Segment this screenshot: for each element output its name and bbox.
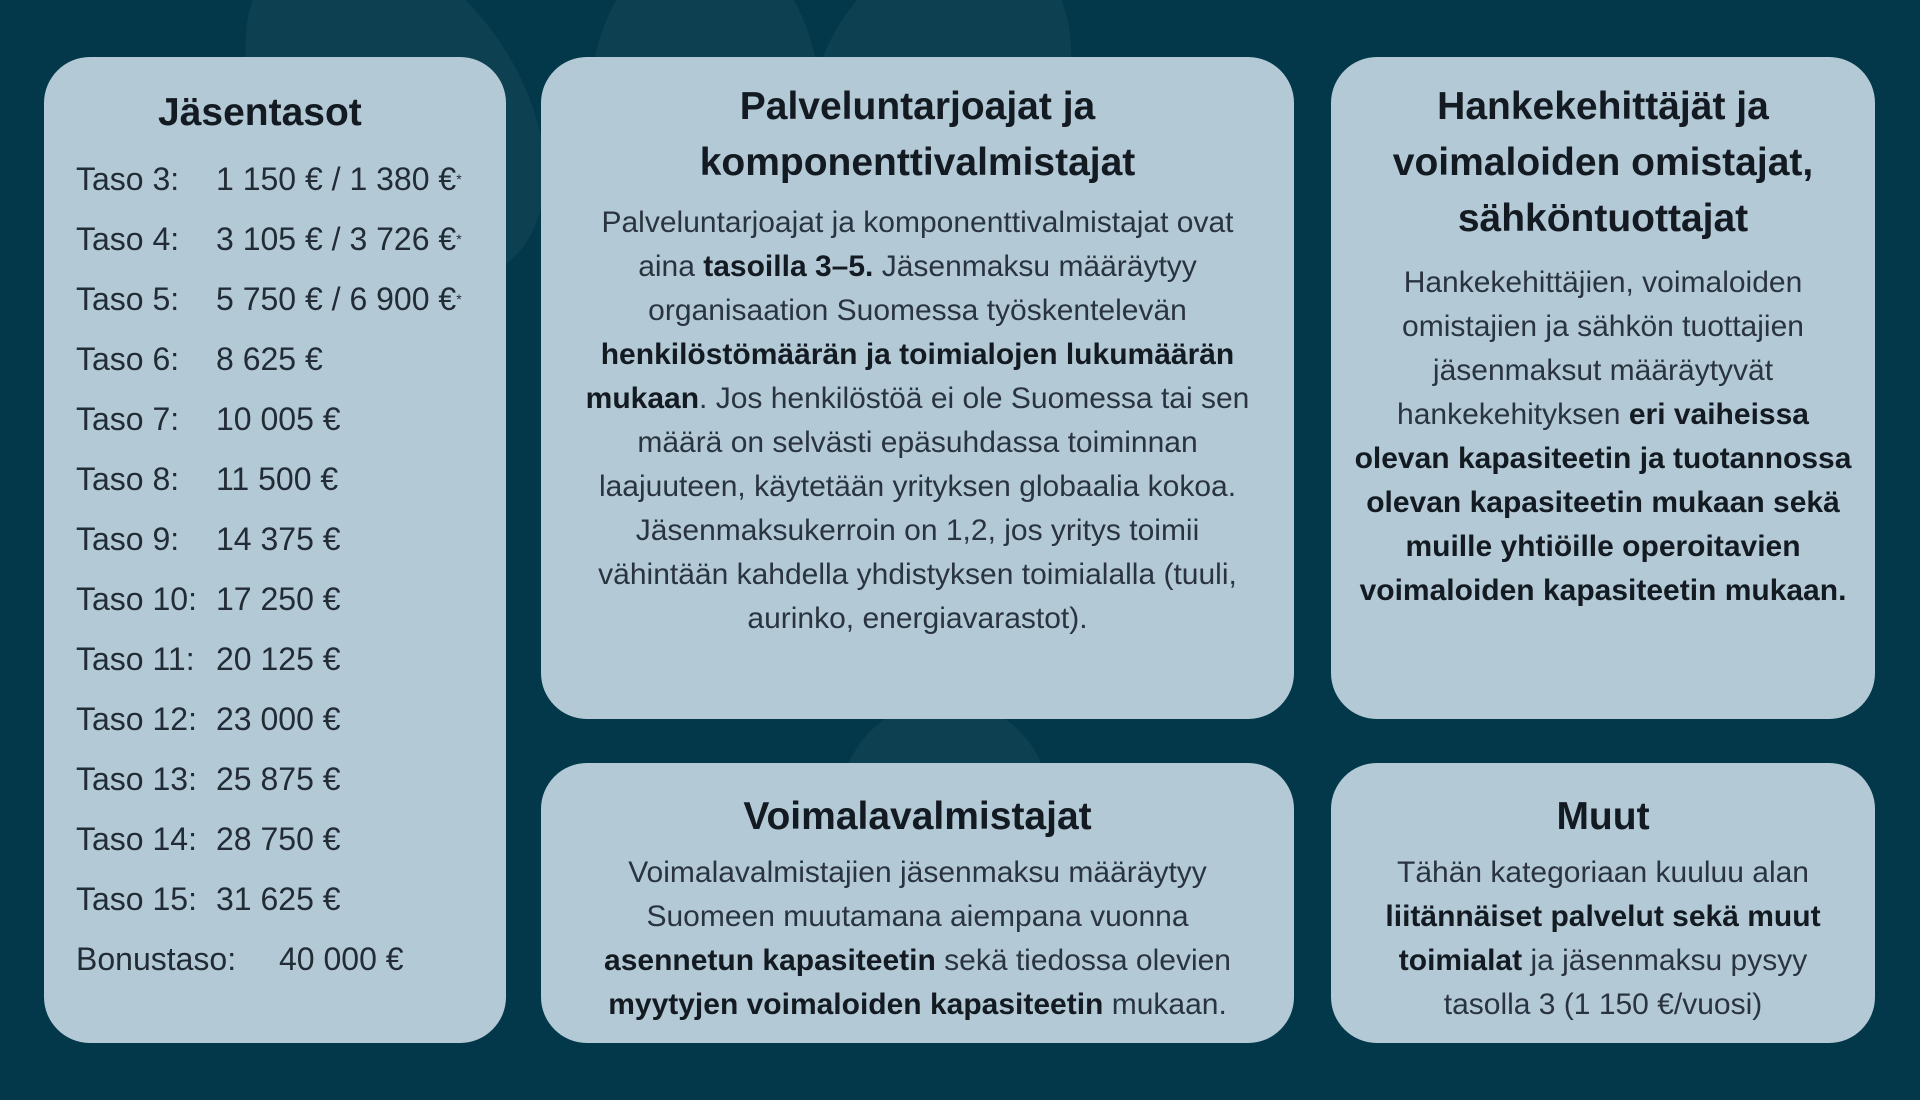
tier-name: Taso 15:	[76, 881, 197, 917]
tier-fee: 1 150 € / 1 380 €	[216, 161, 457, 197]
project-developers-title: Hankekehittäjät ja voimaloiden omistajat, sähköntuottajat	[1392, 85, 1814, 240]
tier-fee: 40 000 €	[279, 941, 404, 977]
tier-row	[76, 869, 506, 929]
tier-row	[76, 209, 506, 269]
tier-fee: 5 750 € / 6 900 €	[216, 281, 457, 317]
tier-row	[76, 569, 506, 629]
tier-row	[76, 449, 506, 509]
tier-row	[76, 689, 506, 749]
tier-row	[76, 269, 506, 329]
tier-name: Taso 9:	[76, 521, 180, 557]
tier-name: Taso 3:	[76, 161, 180, 197]
tier-row	[76, 749, 506, 809]
turbine-manufacturers-text: Voimalavalmistajien jäsenmaksu määräytyy Suomeen muutamana aiempana vuonna asennetun kapasiteetin sekä tiedossa olevien myytyjen voimaloiden kapasiteetin mukaan.	[604, 856, 1231, 1021]
tier-row	[76, 329, 506, 389]
service-providers-text: Palveluntarjoajat ja komponenttivalmistajat ovat aina tasoilla 3–5. Jäsenmaksu määräytyy organisaation Suomessa työskentelevän henkilöstömäärän ja toimialojen lukumäärän mukaan. Jos henkilöstöä ei ole Suomessa tai sen määrä on selvästi epäsuhdassa toiminnan laajuuteen, käytetään yrityksen globaalia kokoa. Jäsenmaksukerroin on 1,2, jos yritys toimii vähintään kahdella yhdistyksen toimialalla (tuuli, aurinko, energiavarastot).	[585, 206, 1250, 635]
tiers-title: Jäsentasot	[158, 91, 362, 134]
tier-fee: 20 125 €	[216, 641, 341, 677]
tier-row	[76, 149, 506, 209]
tier-fee: 28 750 €	[216, 821, 341, 857]
tier-fee: 17 250 €	[216, 581, 341, 617]
tier-fee: 23 000 €	[216, 701, 341, 737]
tier-name: Taso 14:	[76, 821, 197, 857]
tier-name: Taso 8:	[76, 461, 180, 497]
tier-name: Bonustaso:	[76, 941, 237, 977]
tier-name: Taso 6:	[76, 341, 180, 377]
project-developers-card	[1331, 57, 1875, 719]
other-card	[1331, 763, 1875, 1043]
tier-name: Taso 13:	[76, 761, 197, 797]
service-providers-title: Palveluntarjoajat ja komponenttivalmistajat	[699, 85, 1136, 184]
tier-fee: 11 500 €	[216, 461, 339, 497]
tier-fee: 3 105 € / 3 726 €	[216, 221, 457, 257]
tier-fee: 14 375 €	[216, 521, 341, 557]
other-text: Tähän kategoriaan kuuluu alan liitännäiset palvelut sekä muut toimialat ja jäsenmaksu pysyy tasolla 3 (1 150 €/vuosi)	[1385, 856, 1821, 1021]
tier-fee: 8 625 €	[216, 341, 323, 377]
other-title: Muut	[1556, 795, 1650, 838]
tier-row	[76, 809, 506, 869]
tier-name: Taso 7:	[76, 401, 180, 437]
footnote-mark: *	[456, 291, 462, 307]
tier-fee: 10 005 €	[216, 401, 341, 437]
tier-name: Taso 10:	[76, 581, 197, 617]
turbine-manufacturers-card	[541, 763, 1294, 1043]
footnote-mark: *	[456, 171, 462, 187]
tier-row	[76, 389, 506, 449]
service-providers-card	[541, 57, 1294, 719]
tier-name: Taso 12:	[76, 701, 197, 737]
tier-name: Taso 5:	[76, 281, 180, 317]
project-developers-text: Hankekehittäjien, voimaloiden omistajien ja sähkön tuottajien jäsenmaksut määräytyvät hankekehityksen eri vaiheissa olevan kapasiteetin ja tuotannossa olevan kapasiteetin mukaan sekä muille yhtiöille operoitavien voimaloiden kapasiteetin mukaan.	[1354, 266, 1852, 607]
footnote-mark: *	[456, 231, 462, 247]
tier-fee: 25 875 €	[216, 761, 341, 797]
tier-name: Taso 4:	[76, 221, 180, 257]
tier-list	[76, 149, 506, 929]
tier-row-bonus	[76, 929, 506, 989]
tier-name: Taso 11:	[76, 641, 195, 677]
turbine-manufacturers-title: Voimalavalmistajat	[743, 795, 1092, 838]
tier-row	[76, 629, 506, 689]
tier-fee: 31 625 €	[216, 881, 341, 917]
tier-row	[76, 509, 506, 569]
membership-tiers-card	[44, 57, 506, 1043]
